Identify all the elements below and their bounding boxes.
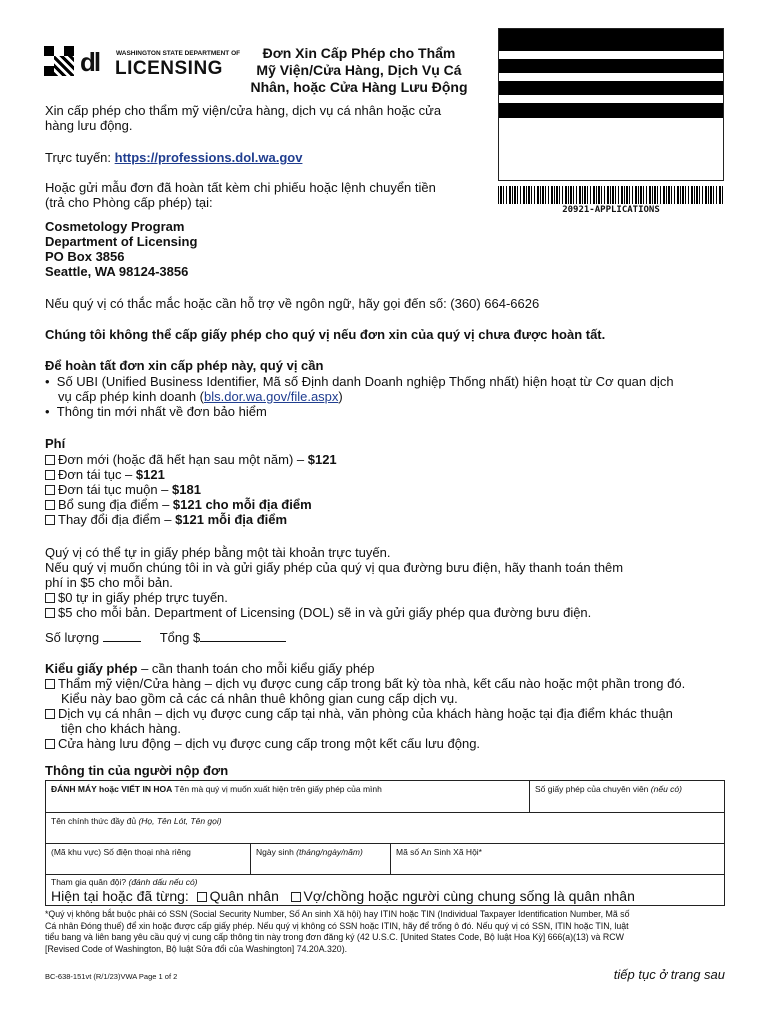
title-line-3: Nhân, hoặc Cửa Hàng Lưu Động — [250, 79, 468, 95]
business-name-label-rest: Tên mà quý vị muốn xuất hiện trên giấy phép của mình — [172, 784, 382, 794]
print-option-mail[interactable] — [45, 605, 623, 620]
quantity-label: Số lượng — [45, 630, 100, 645]
bls-link[interactable]: bls.dor.wa.gov/file.aspx — [204, 389, 339, 404]
ssn-label: Mã số An Sinh Xã Hội* — [396, 847, 482, 857]
fee-add-text: Bổ sung địa điểm – — [58, 497, 173, 512]
footnote-line-3: tiểu bang và liên bang yêu cầu quý vị cung cấp thông tin này trong đơn đăng ký (42 U.S.C. [United States Code, Bộ luật Hoa Kỳ] 666(a)(13) và RCW — [45, 932, 624, 942]
ssn-field[interactable] — [390, 843, 725, 875]
address-line-1: Cosmetology Program — [45, 219, 185, 234]
business-name-label-bold: ĐÁNH MÁY hoặc VIẾT IN HOA — [51, 784, 173, 794]
business-name-field[interactable] — [45, 780, 530, 813]
license-type-heading-bold: Kiểu giấy phép — [45, 661, 138, 676]
intro-text — [45, 103, 495, 133]
bullet: • — [45, 374, 57, 389]
fee-change-text: Thay đổi địa điểm – — [58, 512, 176, 527]
barcode-label: 20921-APPLICATIONS — [562, 205, 660, 215]
logo-big-text: LICENSING — [115, 58, 223, 79]
footnote-line-2: Cá nhân Đóng thuế) để xin hoặc được cấp giấy phép. Nếu quý vị không có SSN hoặc ITIN, hãy để trống ô đó. Nếu quý vị có SSN, ITIN hoặc TIN, luật — [45, 920, 629, 931]
license-salon-line-1: Thẩm mỹ viện/Cửa hàng – dịch vụ được cung cấp trong bất kỳ tòa nhà, kết cấu nào hoặc một phần trong đó. — [58, 676, 686, 691]
fees-list — [45, 452, 337, 527]
printing-line-3: phí in $5 cho mỗi bản. — [45, 575, 173, 590]
applicant-heading: Thông tin của người nộp đơn — [45, 763, 229, 778]
mail-text — [45, 180, 495, 210]
fee-add[interactable] — [45, 497, 337, 512]
fee-new-checkbox[interactable] — [45, 455, 55, 465]
requirement-insurance-text: Thông tin mới nhất về đơn bảo hiểm — [56, 404, 267, 419]
military-label-note: (đánh dấu nếu có) — [128, 877, 198, 887]
fee-add-checkbox[interactable] — [45, 500, 55, 510]
fee-late-text: Đơn tái tục muộn – — [58, 482, 173, 497]
ssn-footnote — [45, 909, 735, 955]
military-label-text: Tham gia quân đội? — [51, 877, 129, 887]
instructor-license-field[interactable] — [529, 780, 725, 813]
fee-new[interactable] — [45, 452, 337, 467]
total-label: Tổng $ — [159, 630, 201, 645]
license-personal-line-2: tiện cho khách hàng. — [61, 721, 181, 736]
quantity-total-row — [45, 630, 286, 645]
phone-field[interactable] — [45, 843, 251, 875]
fee-late-amount: $181 — [172, 482, 201, 497]
business-name-label — [46, 781, 529, 798]
dob-note: (tháng/ngày/năm) — [296, 847, 363, 857]
dl-mark-icon: dl — [80, 47, 100, 77]
requirement-ubi-cont — [45, 389, 735, 404]
mailing-address — [45, 219, 197, 279]
military-options — [46, 888, 724, 904]
license-salon-line-2: Kiểu này bao gồm cả các cá nhân thuê không gian cung cấp dịch vụ. — [61, 691, 458, 706]
full-name-note: (Họ, Tên Lót, Tên gọi) — [138, 816, 222, 826]
requirement-insurance — [45, 404, 735, 419]
license-salon-checkbox[interactable] — [45, 679, 55, 689]
military-prompt: Hiện tại hoặc đã từng: — [51, 888, 189, 904]
office-use-bar-4 — [499, 103, 723, 118]
total-field[interactable] — [200, 630, 286, 642]
license-personal-checkbox[interactable] — [45, 709, 55, 719]
full-name-field[interactable] — [45, 812, 725, 844]
military-label — [46, 875, 724, 888]
military-member-checkbox[interactable] — [197, 892, 207, 902]
license-type-heading — [45, 661, 375, 676]
print-self-text: $0 tự in giấy phép trực tuyến. — [58, 590, 228, 605]
fee-new-amount: $121 — [307, 452, 337, 467]
print-mail-checkbox[interactable] — [45, 608, 55, 618]
online-label: Trực tuyến: — [45, 150, 112, 165]
barcode — [498, 186, 724, 204]
form-title — [240, 45, 478, 96]
logo-small-text: WASHINGTON STATE DEPARTMENT OF — [116, 50, 241, 57]
office-use-bar-2 — [499, 59, 723, 73]
print-self-checkbox[interactable] — [45, 593, 55, 603]
requirement-ubi-pre: vụ cấp phép kinh doanh ( — [58, 389, 204, 404]
full-name-label — [46, 813, 724, 830]
online-url-link[interactable]: https://professions.dol.wa.gov — [114, 150, 303, 165]
fee-add-amount: $121 cho mỗi địa điểm — [172, 497, 312, 512]
footnote-line-1: *Quý vị không bắt buộc phải có SSN (Social Security Number, Số An sinh Xã hội) hay ITIN hoặc TIN (Individual Taxpayer Identification Number, Mã số — [45, 909, 630, 919]
online-line — [45, 150, 302, 165]
license-personal-line-1: Dịch vụ cá nhân – dịch vụ được cung cấp tại nhà, văn phòng của khách hàng hoặc tại địa điểm khác thuận — [58, 706, 673, 721]
license-personal-option[interactable] — [45, 706, 745, 721]
intro-line-2: hàng lưu động. — [45, 118, 133, 133]
address-line-2: Department of Licensing — [45, 234, 198, 249]
qr-code-icon — [44, 46, 74, 76]
full-name-text: Tên chính thức đầy đủ — [51, 816, 139, 826]
title-line-1: Đơn Xin Cấp Phép cho Thẩm — [262, 45, 456, 61]
phone-label: (Mã khu vực) Số điện thoại nhà riêng — [51, 847, 191, 857]
office-use-bar-3 — [499, 81, 723, 95]
license-mobile-text: Cửa hàng lưu động – dịch vụ được cung cấp trong một kết cấu lưu động. — [58, 736, 481, 751]
address-line-3: PO Box 3856 — [45, 249, 125, 264]
requirements-heading: Để hoàn tất đơn xin cấp phép này, quý vị cần — [45, 358, 324, 373]
fees-heading: Phí — [45, 436, 66, 451]
footnote-line-4: [Revised Code of Washington, Bộ luật Sửa đổi của Washington] 74.20A.320). — [45, 943, 348, 954]
fee-change-checkbox[interactable] — [45, 515, 55, 525]
continue-note: tiếp tục ở trang sau — [613, 967, 725, 982]
dob-field[interactable] — [250, 843, 391, 875]
license-type-heading-suffix: – cần thanh toán cho mỗi kiểu giấy phép — [137, 661, 375, 676]
title-line-2: Mỹ Viện/Cửa Hàng, Dịch Vụ Cá — [256, 62, 462, 78]
fee-change[interactable] — [45, 512, 337, 527]
requirement-ubi-post: ) — [338, 389, 343, 404]
requirement-ubi — [45, 374, 735, 389]
quantity-field[interactable] — [103, 630, 141, 642]
incomplete-notice: Chúng tôi không thể cấp giấy phép cho quý vị nếu đơn xin của quý vị chưa được hoàn tất. — [45, 327, 606, 342]
dob-text: Ngày sinh — [256, 847, 297, 857]
language-help: Nếu quý vị có thắc mắc hoặc cần hỗ trợ về ngôn ngữ, hãy gọi đến số: (360) 664-6626 — [45, 296, 540, 311]
office-use-bar-1 — [499, 29, 723, 51]
license-mobile-option[interactable] — [45, 736, 745, 751]
fee-late-checkbox[interactable] — [45, 485, 55, 495]
office-use-box — [498, 28, 724, 181]
license-salon-option[interactable] — [45, 676, 745, 691]
requirement-ubi-line-1: Số UBI (Unified Business Identifier, Mã số Định danh Doanh nghiệp Thống nhất) hiện hoạt từ Cơ quan dịch — [56, 374, 674, 389]
fee-renew-amount: $121 — [135, 467, 165, 482]
requirements-list — [45, 374, 735, 419]
printing-section — [45, 545, 623, 620]
instructor-license-text: Số giấy phép của chuyên viên — [535, 784, 651, 794]
address-line-4: Seattle, WA 98124-3856 — [45, 264, 189, 279]
mail-line-2: (trả cho Phòng cấp phép) tại: — [45, 195, 213, 210]
instructor-license-label — [530, 781, 724, 798]
printing-line-1: Quý vị có thể tự in giấy phép bằng một tài khoản trực tuyến. — [45, 545, 391, 560]
dol-logo — [44, 46, 241, 80]
bullet: • — [45, 404, 57, 419]
military-member-label: Quân nhân — [209, 888, 279, 904]
printing-line-2: Nếu quý vị muốn chúng tôi in và gửi giấy phép của quý vị qua đường bưu điện, hãy thanh toán thêm — [45, 560, 624, 575]
fee-renew[interactable] — [45, 467, 337, 482]
print-mail-text: $5 cho mỗi bản. Department of Licensing (DOL) sẽ in và gửi giấy phép qua đường bưu điện. — [58, 605, 592, 620]
license-type-options — [45, 676, 745, 751]
form-id: BC-638-151vt (R/1/23)VWA Page 1 of 2 — [45, 972, 178, 981]
license-mobile-checkbox[interactable] — [45, 739, 55, 749]
intro-line-1: Xin cấp phép cho thẩm mỹ viện/cửa hàng, dịch vụ cá nhân hoặc cửa — [45, 103, 442, 118]
military-spouse-label: Vợ/chồng hoặc người cùng chung sống là quân nhân — [303, 888, 635, 904]
mail-line-1: Hoặc gửi mẫu đơn đã hoàn tất kèm chi phiếu hoặc lệnh chuyển tiền — [45, 180, 436, 195]
print-option-self[interactable] — [45, 590, 623, 605]
fee-late[interactable] — [45, 482, 337, 497]
fee-change-amount: $121 mỗi địa điểm — [175, 512, 288, 527]
military-box — [45, 874, 725, 906]
fee-new-text: Đơn mới (hoặc đã hết hạn sau một năm) – — [58, 452, 308, 467]
fee-renew-checkbox[interactable] — [45, 470, 55, 480]
dob-label — [251, 844, 390, 861]
instructor-license-note: (nếu có) — [650, 784, 682, 794]
military-spouse-checkbox[interactable] — [291, 892, 301, 902]
fee-renew-text: Đơn tái tục – — [58, 467, 136, 482]
